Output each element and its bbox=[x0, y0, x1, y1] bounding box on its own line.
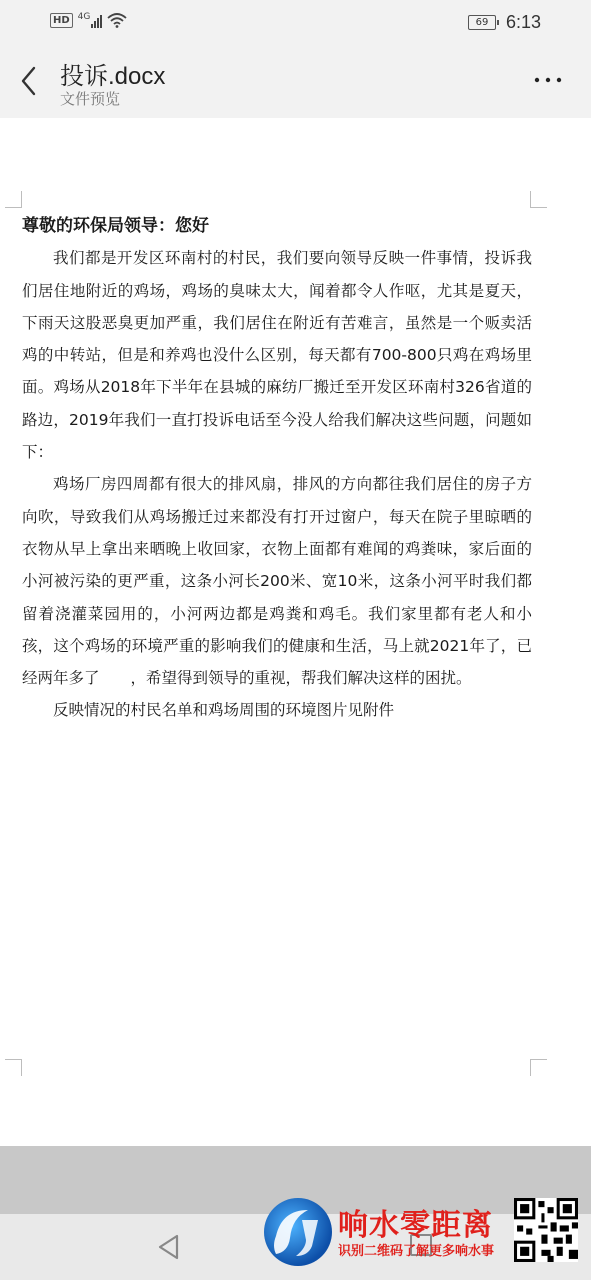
status-bar bbox=[0, 0, 591, 46]
signal-icon bbox=[91, 14, 102, 28]
document-body bbox=[22, 210, 532, 727]
paragraph-3: 反映情况的村民名单和鸡场周围的环境图片见附件 bbox=[53, 701, 395, 720]
status-left bbox=[50, 13, 127, 28]
watermark-title: 响水零距离 bbox=[338, 1208, 493, 1243]
qr-code-icon bbox=[514, 1198, 578, 1262]
nav-back-button[interactable] bbox=[155, 1232, 183, 1262]
watermark-logo bbox=[262, 1196, 334, 1268]
app-header bbox=[0, 46, 591, 118]
battery-icon: 69 bbox=[468, 15, 496, 30]
file-subtitle: 文件预览 bbox=[60, 90, 121, 108]
document-page[interactable] bbox=[0, 118, 591, 1146]
margin-mark-top-left bbox=[5, 191, 22, 208]
hd-badge: HD bbox=[50, 13, 73, 28]
watermark bbox=[262, 1196, 582, 1270]
watermark-subtitle: 识别二维码了解更多响水事 bbox=[338, 1244, 495, 1259]
network-type: 4G bbox=[77, 11, 91, 22]
chevron-left-icon bbox=[18, 64, 42, 98]
back-button[interactable] bbox=[18, 64, 42, 98]
file-title: 投诉.docx bbox=[60, 63, 166, 90]
margin-mark-bottom-right bbox=[530, 1059, 547, 1076]
status-right bbox=[468, 12, 541, 33]
paragraph-1: 我们都是开发区环南村的村民，我们要向领导反映一件事情，投诉我们居住地附近的鸡场，鸡场的臭味太大，闻着都令人作呕，尤其是夏天，下雨天这股恶臭更加严重，我们居住在附近有苦难言，虽然是一个贩卖活鸡的中转站，但是和养鸡也没什么区别，每天都有700-800只鸡在鸡场里面。鸡场从2018年下半年在县城的麻纺厂搬迁至开发区环南村326省道的路边，2019年我们一直打投诉电话至今没人给我们解决这些问题，问题如下： bbox=[22, 249, 532, 462]
greeting: 尊敬的环保局领导：您好 bbox=[22, 216, 209, 236]
triangle-back-icon bbox=[155, 1232, 183, 1262]
more-options-button[interactable] bbox=[533, 72, 563, 92]
clock: 6:13 bbox=[505, 12, 541, 32]
paragraph-2: 鸡场厂房四周都有很大的排风扇，排风的方向都往我们居住的房子方向吹，导致我们从鸡场搬迁过来都没有打开过窗户，每天在院子里晾晒的衣物从早上拿出来晒晚上收回家，衣物上面都有难闻的鸡粪味，家后面的小河被污染的更严重，这条小河长200米、宽10米，这条小河平时我们都留着浇灌菜园用的，小河两边都是鸡粪和鸡毛。我们家里都有老人和小孩，这个鸡场的环境严重的影响我们的健康和生活，马上就2021年了，已经两年多了 ，希望得到领导的重视，帮我们解决这样的困扰。 bbox=[22, 475, 532, 688]
wifi-icon bbox=[107, 13, 127, 28]
more-dots-icon bbox=[533, 75, 563, 85]
margin-mark-top-right bbox=[530, 191, 547, 208]
margin-mark-bottom-left bbox=[5, 1059, 22, 1076]
